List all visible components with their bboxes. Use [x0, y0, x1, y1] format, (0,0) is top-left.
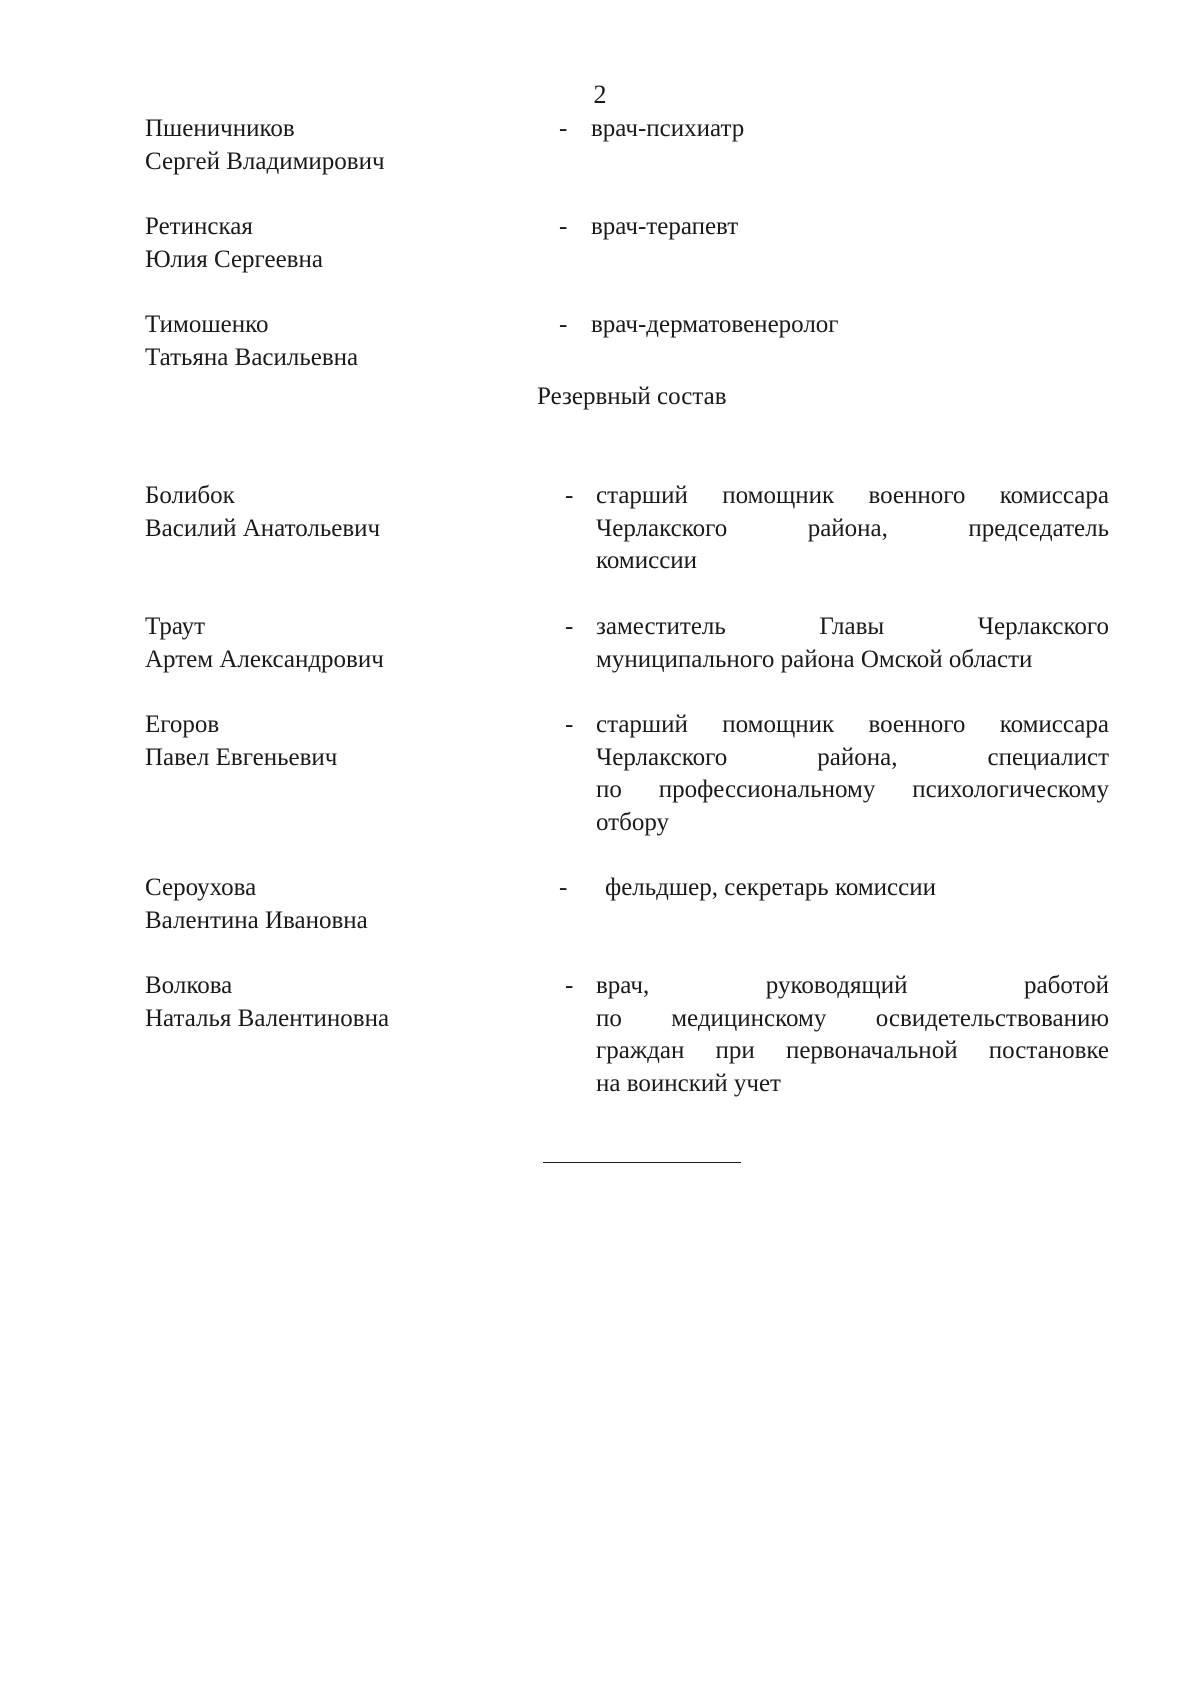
role-dash: - — [565, 482, 574, 509]
member-name — [145, 872, 545, 937]
member-role — [596, 611, 1109, 676]
role-dash: - — [559, 311, 568, 338]
role-line: комиссии — [596, 547, 698, 574]
role-line: врач-терапевт — [591, 213, 739, 240]
member-given-names: Юлия Сергеевна — [145, 245, 323, 273]
role-line: по профессиональному психологическому — [596, 776, 1109, 803]
member-name — [145, 611, 545, 676]
role-line: на воинский учет — [596, 1069, 781, 1097]
member-role — [596, 709, 1109, 839]
role-dash: - — [559, 115, 568, 142]
member-given-names: Татьяна Васильевна — [145, 343, 359, 371]
member-role — [596, 480, 1109, 578]
member-name — [145, 309, 545, 374]
member-name — [145, 211, 545, 276]
member-given-names: Наталья Валентиновна — [145, 1004, 390, 1032]
role-line: заместитель Главы Черлакского — [596, 613, 1109, 640]
role-line: Черлакского района, председатель — [596, 514, 1109, 542]
member-surname: Пшеничников — [145, 115, 295, 142]
role-line: отбору — [596, 808, 669, 836]
role-line: Черлакского района, специалист — [596, 743, 1109, 771]
member-given-names: Артем Александрович — [145, 645, 384, 673]
role-dash: - — [565, 613, 574, 640]
member-surname: Сероухова — [145, 874, 257, 901]
member-role — [605, 872, 936, 905]
member-surname: Тимошенко — [145, 311, 269, 338]
closing-rule — [543, 1162, 741, 1163]
member-name — [145, 480, 545, 545]
member-surname: Волкова — [145, 972, 233, 999]
member-surname: Траут — [145, 613, 206, 640]
member-role — [591, 309, 839, 342]
member-role — [596, 970, 1109, 1100]
member-role — [591, 211, 738, 244]
role-line: фельдшер, секретарь комиссии — [605, 874, 937, 901]
role-line: врач-психиатр — [591, 115, 745, 142]
role-line: врач, руководящий работой — [596, 972, 1109, 999]
member-given-names: Валентина Ивановна — [145, 906, 368, 934]
role-line: старший помощник военного комиссара — [596, 711, 1109, 738]
member-given-names: Сергей Владимирович — [145, 147, 385, 175]
member-given-names: Василий Анатольевич — [145, 514, 381, 542]
reserve-section-title: Резервный состав — [537, 383, 727, 410]
member-surname: Ретинская — [145, 213, 253, 240]
member-name — [145, 709, 545, 774]
role-dash: - — [559, 874, 568, 901]
role-dash: - — [565, 972, 574, 999]
role-line: граждан при первоначальной постановке — [596, 1037, 1109, 1064]
role-dash: - — [559, 213, 568, 240]
member-role — [591, 113, 744, 146]
role-line: муниципального района Омской области — [596, 645, 1033, 673]
member-name — [145, 113, 545, 178]
member-given-names: Павел Евгеньевич — [145, 743, 338, 771]
role-line: врач-дерматовенеролог — [591, 311, 839, 338]
member-name — [145, 970, 545, 1035]
role-line: старший помощник военного комиссара — [596, 482, 1109, 509]
member-surname: Егоров — [145, 711, 220, 738]
role-line: по медицинскому освидетельствованию — [596, 1004, 1109, 1032]
page-number: 2 — [593, 80, 607, 109]
role-dash: - — [565, 711, 574, 738]
member-surname: Болибок — [145, 482, 235, 509]
